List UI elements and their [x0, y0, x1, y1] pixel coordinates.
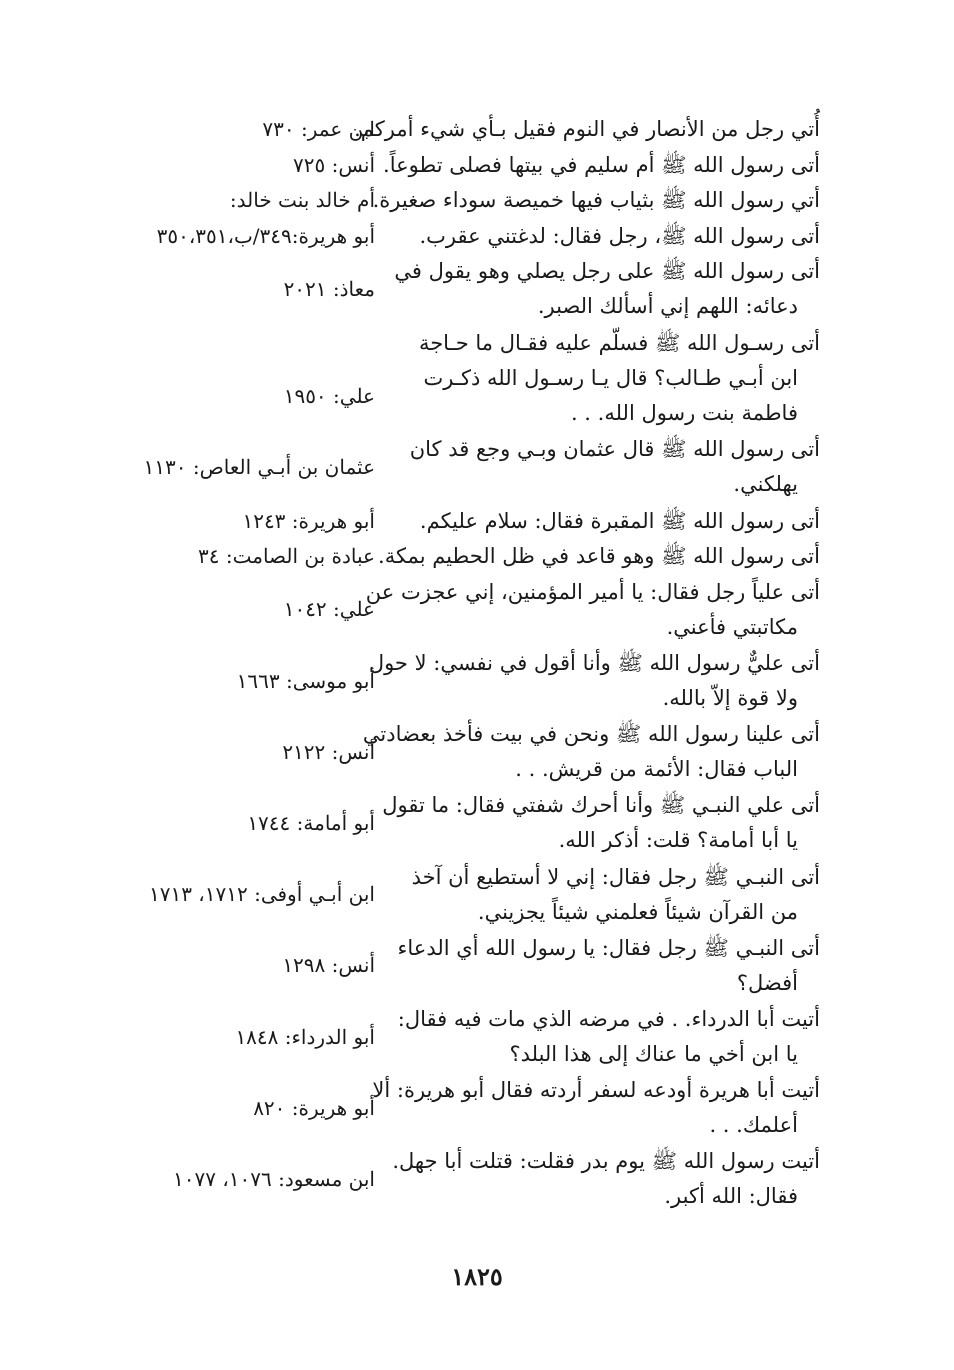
entry-line: أتى النبـي ﷺ رجل فقال: إني لا أستطيع أن آخذ: [411, 864, 820, 889]
entry-line: أتيت أبا هريرة أودعه لسفر أردته فقال أبو هريرة: ألا: [372, 1078, 820, 1103]
entry-line: أتى علي النبـي ﷺ وأنا أحرك شفتي فقال: ما تقول: [382, 793, 820, 818]
entry-reference: أبو أمامة: ١٧٤٤: [247, 810, 375, 835]
page-number: ١٨٢٥: [451, 1262, 503, 1291]
entry-text: [409, 432, 820, 502]
entry-line: أتى رسول الله ﷺ المقبرة فقال: سلام عليكم.: [419, 508, 820, 533]
entry-text: [362, 717, 820, 787]
entry-line: أفضل؟: [736, 970, 798, 995]
entry-text: [394, 254, 820, 324]
entry-line: يهلكني.: [733, 472, 798, 497]
entry-line: مكاتبتي فأعني.: [666, 614, 798, 639]
entry-text: [354, 112, 820, 147]
entry-reference: علي: ١٩٥٠: [283, 383, 375, 408]
entry-line: أعلمك. . .: [709, 1113, 798, 1138]
entry-line: أتى رسـول الله ﷺ فسلّم عليه فقـال ما حـاجة: [418, 330, 820, 355]
entry-line: دعائه: اللهم إني أسألك الصبر.: [537, 294, 798, 319]
entry-text: [382, 788, 820, 858]
entry-line: أتيت أبا الدرداء. . في مرضه الذي مات فيه فقال:: [397, 1007, 820, 1031]
entry-text: [365, 575, 820, 645]
entry-reference: عثمان بن أبـي العاص: ١١٣٠: [143, 454, 375, 479]
entry-reference: أبو موسى: ١٦٦٣: [236, 668, 375, 693]
entry-line: أتى علياً رجل فقال: يا أمير المؤمنين، إني عجزت عن: [365, 579, 820, 604]
entry-reference: ابن أبـي أوفى: ١٧١٢، ١٧١٣: [148, 882, 375, 907]
entry-reference: ابن مسعود: ١٠٧٦، ١٠٧٧: [173, 1166, 375, 1191]
entry-reference: أم خالد بنت خالد:: [229, 188, 375, 213]
entry-line: أتيت رسول الله ﷺ يوم بدر فقلت: قتلت أبا جهل.: [392, 1149, 820, 1174]
entry-text: [415, 504, 820, 539]
entry-line: أتى رسول الله ﷺ وهو قاعد في ظل الحطيم بمكة.: [378, 544, 820, 569]
entry-line: أتي رسول الله ﷺ بثياب فيها خميصة سوداء صغيرة.: [372, 188, 820, 213]
entry-text: [372, 1073, 820, 1143]
entry-line: أتى رسول الله ﷺ أم سليم في بيتها فصلى تطوعاً.: [383, 152, 820, 177]
entry-line: أتى رسول الله ﷺ على رجل يصلي وهو يقول في: [394, 259, 820, 284]
entry-reference: معاذ: ٢٠٢١: [283, 276, 375, 301]
entry-line: أتى رسول الله ﷺ قال عثمان وبـي وجع قد كان: [409, 437, 820, 462]
entry-reference: عبادة بن الصامت: ٣٤: [198, 544, 375, 569]
entry-text: [397, 931, 820, 1001]
entry-reference: أنس: ٢١٢٢: [282, 739, 375, 764]
entry-text: [411, 860, 820, 930]
entry-line: من القرآن شيئاً فعلمني شيئاً يجزيني.: [477, 899, 798, 924]
entry-line: ابن أبـي طـالب؟ قال يـا رسـول الله ذكـرت: [423, 365, 798, 390]
entry-text: [372, 183, 820, 218]
entry-line: يا أبا أمامة؟ قلت: أذكر الله.: [558, 828, 798, 853]
entry-reference: علي: ١٠٤٢: [283, 597, 375, 622]
entry-line: الباب فقال: الأئمة من قريش. . .: [515, 757, 798, 782]
entry-text: [378, 539, 820, 574]
entry-line: أتى علينا رسول الله ﷺ ونحن في بيت فأخذ بعضادتي: [362, 722, 820, 747]
entry-line: فقال: الله أكبر.: [664, 1184, 798, 1209]
entry-line: ولا قوة إلاّ بالله.: [662, 686, 798, 710]
entry-reference: أبو الدرداء: ١٨٤٨: [235, 1024, 375, 1049]
entry-text: [415, 326, 820, 431]
entry-text: [383, 148, 820, 183]
entry-text: [397, 1002, 820, 1072]
entry-line: أُتي رجل من الأنصار في النوم فقيل بـأي شيء أمركم.: [354, 117, 820, 141]
entry-reference: أنس: ٧٢٥: [293, 152, 375, 177]
entry-line: أتى عليٌّ رسول الله ﷺ وأنا أقول في نفسي: لا حول: [368, 651, 820, 675]
entry-text: [392, 1144, 820, 1214]
entry-reference: أبو هريرة: ٨٢٠: [253, 1095, 375, 1120]
entry-reference: أبو هريرة:٣٤٩/ب،٣٥٠،٣٥١: [156, 223, 375, 248]
entry-line: أتى رسول الله ﷺ، رجل فقال: لدغتني عقرب.: [419, 223, 820, 248]
entry-text: [368, 646, 820, 716]
entry-line: فاطمة بنت رسول الله. . .: [570, 400, 798, 425]
entry-reference: أنس: ١٢٩٨: [282, 953, 375, 978]
entry-line: يا ابن أخي ما عناك إلى هذا البلد؟: [509, 1042, 798, 1066]
entry-line: أتى النبـي ﷺ رجل فقال: يا رسول الله أي الدعاء: [397, 935, 820, 960]
entry-reference: أبو هريرة: ١٢٤٣: [242, 508, 375, 533]
entry-reference: ابن عمر: ٧٣٠: [262, 117, 375, 141]
entry-text: [415, 219, 820, 254]
